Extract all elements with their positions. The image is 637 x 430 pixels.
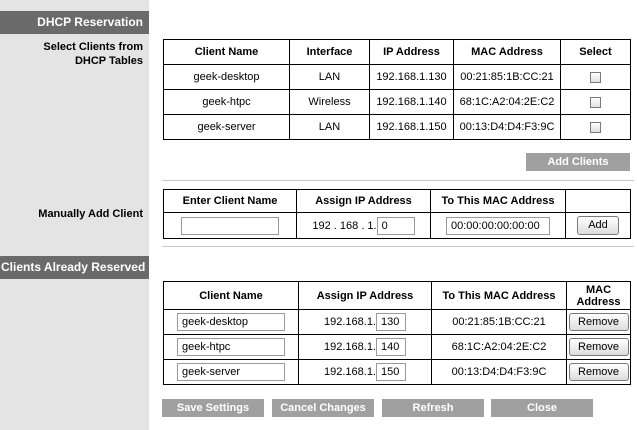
manual-add-table [163, 189, 631, 239]
mac-address-input[interactable]: 00:00:00:00:00:00 [446, 217, 550, 235]
client-ip: 192.168.1.130 [370, 65, 454, 90]
client-name: geek-htpc [164, 90, 290, 115]
reserved-table-header-row [164, 282, 631, 310]
cancel-changes-button[interactable]: Cancel Changes [272, 399, 374, 417]
client-mac: 00:21:85:1B:CC:21 [454, 65, 561, 90]
client-ip: 192.168.1.150 [370, 115, 454, 140]
reserved-name-input[interactable]: geek-htpc [177, 338, 285, 356]
client-mac: 68:1C:A2:04:2E:C2 [454, 90, 561, 115]
save-settings-button[interactable]: Save Settings [162, 399, 264, 417]
remove-button[interactable]: Remove [569, 338, 629, 356]
ip-prefix: 192.168.1. [324, 341, 376, 353]
col-interface: Interface [290, 40, 370, 65]
client-mac: 00:13:D4:D4:F3:9C [454, 115, 561, 140]
reserved-mac: 00:13:D4:D4:F3:9C [432, 360, 567, 385]
reserved-name-input[interactable]: geek-desktop [177, 313, 285, 331]
divider [162, 180, 634, 181]
reserved-name-input[interactable]: geek-server [177, 363, 285, 381]
col-to-mac: To This MAC Address [432, 282, 567, 310]
refresh-button[interactable]: Refresh [382, 399, 484, 417]
ip-prefix: 192.168.1. [324, 316, 376, 328]
remove-button[interactable]: Remove [569, 363, 629, 381]
dhcp-clients-table [163, 39, 631, 140]
client-interface: LAN [290, 65, 370, 90]
col-ip-address: IP Address [370, 40, 454, 65]
ip-prefix: 192 . 168 . 1. [312, 219, 377, 232]
table-row [164, 65, 631, 90]
table-row [164, 115, 631, 140]
table-row [164, 310, 631, 335]
manual-input-row [164, 213, 631, 239]
select-clients-label: Select Clients from DHCP Tables [43, 41, 143, 67]
col-assign-ip: Assign IP Address [297, 190, 431, 213]
select-checkbox[interactable] [590, 72, 601, 83]
col-client-name: Client Name [164, 40, 290, 65]
close-button[interactable]: Close [491, 399, 593, 417]
client-name: geek-server [164, 115, 290, 140]
reserved-mac: 68:1C:A2:04:2E:C2 [432, 335, 567, 360]
client-name: geek-desktop [164, 65, 290, 90]
col-mac-address: MAC Address [454, 40, 561, 65]
ip-last-octet-input[interactable]: 130 [376, 313, 406, 331]
select-checkbox[interactable] [590, 97, 601, 108]
col-mac-address: MAC Address [567, 282, 631, 310]
table-row [164, 360, 631, 385]
client-ip: 192.168.1.140 [370, 90, 454, 115]
dhcp-reservation-header: DHCP Reservation [0, 11, 149, 34]
select-checkbox[interactable] [590, 122, 601, 133]
client-name-input[interactable] [181, 217, 279, 235]
col-assign-ip: Assign IP Address [299, 282, 432, 310]
ip-prefix: 192.168.1. [324, 366, 376, 378]
table-row [164, 335, 631, 360]
remove-button[interactable]: Remove [569, 313, 629, 331]
reserved-mac: 00:21:85:1B:CC:21 [432, 310, 567, 335]
manual-table-header-row [164, 190, 631, 213]
ip-last-octet-input[interactable]: 0 [377, 217, 415, 235]
col-client-name: Client Name [164, 282, 299, 310]
col-enter-client-name: Enter Client Name [164, 190, 297, 213]
ip-last-octet-input[interactable]: 140 [376, 338, 406, 356]
table-row [164, 90, 631, 115]
divider [162, 246, 634, 247]
dhcp-table-header-row [164, 40, 631, 65]
client-interface: Wireless [290, 90, 370, 115]
reserved-clients-table [163, 281, 631, 385]
add-button[interactable]: Add [577, 216, 619, 235]
col-select: Select [561, 40, 631, 65]
manually-add-label: Manually Add Client [38, 208, 143, 220]
col-to-mac: To This MAC Address [431, 190, 566, 213]
add-clients-button[interactable]: Add Clients [526, 153, 630, 171]
ip-last-octet-input[interactable]: 150 [376, 363, 406, 381]
client-interface: LAN [290, 115, 370, 140]
clients-reserved-header: Clients Already Reserved [0, 256, 149, 279]
